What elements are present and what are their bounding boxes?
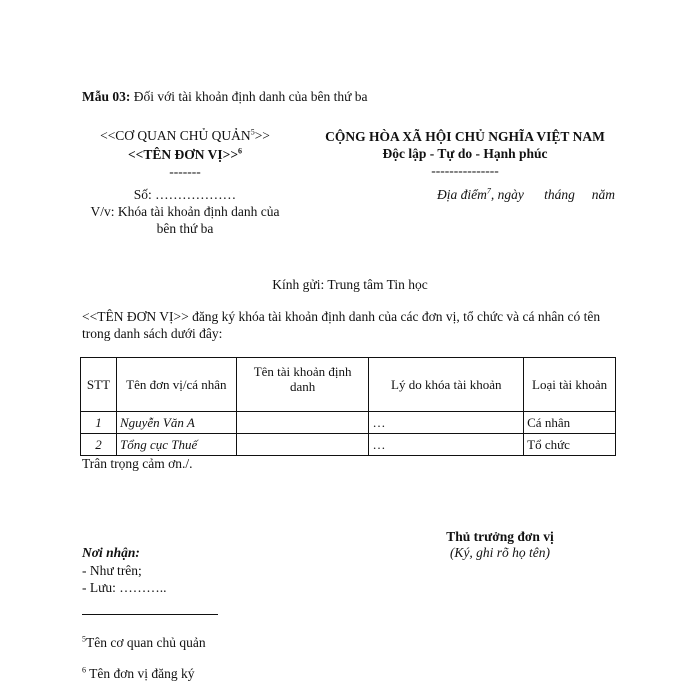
header-account-line-2: danh (289, 379, 316, 394)
table-row (81, 412, 616, 434)
place-date (437, 187, 615, 203)
recipients-label: Nơi nhận: (82, 545, 140, 560)
place-text: Địa điểm (437, 187, 487, 202)
document-number: Số: ……………… (133, 187, 237, 202)
intro-line-2: trong danh sách dưới đây: (82, 326, 223, 341)
recipient-item-1: - Như trên; (82, 563, 142, 578)
footnote-ref-5: 5 (250, 127, 255, 137)
recipient-line: Kính gửi: Trung tâm Tin học (272, 277, 428, 292)
footnote-ref-6: 6 (238, 146, 243, 156)
national-motto: Độc lập - Tự do - Hạnh phúc (382, 146, 548, 161)
row-type: Tổ chức (524, 434, 616, 456)
row-name: Tổng cục Thuế (116, 434, 236, 456)
row-reason: … (369, 412, 524, 434)
header-type: Loại tài khoản (524, 358, 616, 412)
country-name: CỘNG HÒA XÃ HỘI CHỦ NGHĨA VIỆT NAM (325, 129, 605, 144)
unit-text: <<TÊN ĐƠN VỊ>> (127, 147, 239, 162)
header-reason: Lý do khóa tài khoản (369, 358, 524, 412)
row-name: Nguyễn Văn A (116, 412, 236, 434)
account-table (80, 357, 616, 456)
intro-line-1: <<TÊN ĐƠN VỊ>> đăng ký khóa tài khoản định danh của các đơn vị, tổ chức và cá nhân có tên (82, 309, 601, 324)
row-stt: 1 (81, 412, 117, 434)
table-header-row (81, 358, 616, 412)
row-account (236, 434, 369, 456)
right-divider: --------------- (431, 163, 499, 178)
unit-name (70, 147, 300, 163)
row-type: Cá nhân (524, 412, 616, 434)
row-stt: 2 (81, 434, 117, 456)
header-stt: STT (81, 358, 117, 412)
header-account (236, 358, 369, 412)
subject-line-2: bên thứ ba (156, 221, 214, 236)
footnote-ref-7: 7 (486, 186, 491, 196)
header-account-line-1: Tên tài khoản định (253, 364, 352, 379)
row-account (236, 412, 369, 434)
form-description: Đối với tài khoản định danh của bên thứ ba (130, 89, 368, 104)
row-reason: … (369, 434, 524, 456)
form-title (82, 89, 368, 105)
footnote-5-mark: 5 (82, 634, 86, 644)
left-divider: ------- (169, 164, 201, 179)
agency-name (70, 128, 300, 144)
signature-title: Thủ trưởng đơn vị (446, 529, 554, 544)
agency-end: >> (254, 128, 270, 143)
header-name: Tên đơn vị/cá nhân (116, 358, 236, 412)
footnote-5 (82, 635, 206, 651)
closing-line: Trân trọng cảm ơn./. (82, 456, 193, 471)
signature-note: (Ký, ghi rõ họ tên) (449, 545, 551, 560)
date-text: , ngày tháng năm (490, 187, 615, 202)
footnote-6-mark: 6 (82, 665, 86, 675)
footnote-6 (82, 666, 195, 682)
form-number: Mẫu 03: (82, 89, 131, 104)
footnote-separator (82, 614, 218, 615)
agency-text: <<CƠ QUAN CHỦ QUẢN (100, 128, 251, 143)
footnote-6-text: Tên đơn vị đăng ký (86, 666, 195, 681)
table-row (81, 434, 616, 456)
recipient-item-2: - Lưu: ……….. (82, 580, 167, 595)
footnote-5-text: Tên cơ quan chủ quản (86, 635, 206, 650)
subject-line-1: V/v: Khóa tài khoản định danh của (90, 204, 280, 219)
